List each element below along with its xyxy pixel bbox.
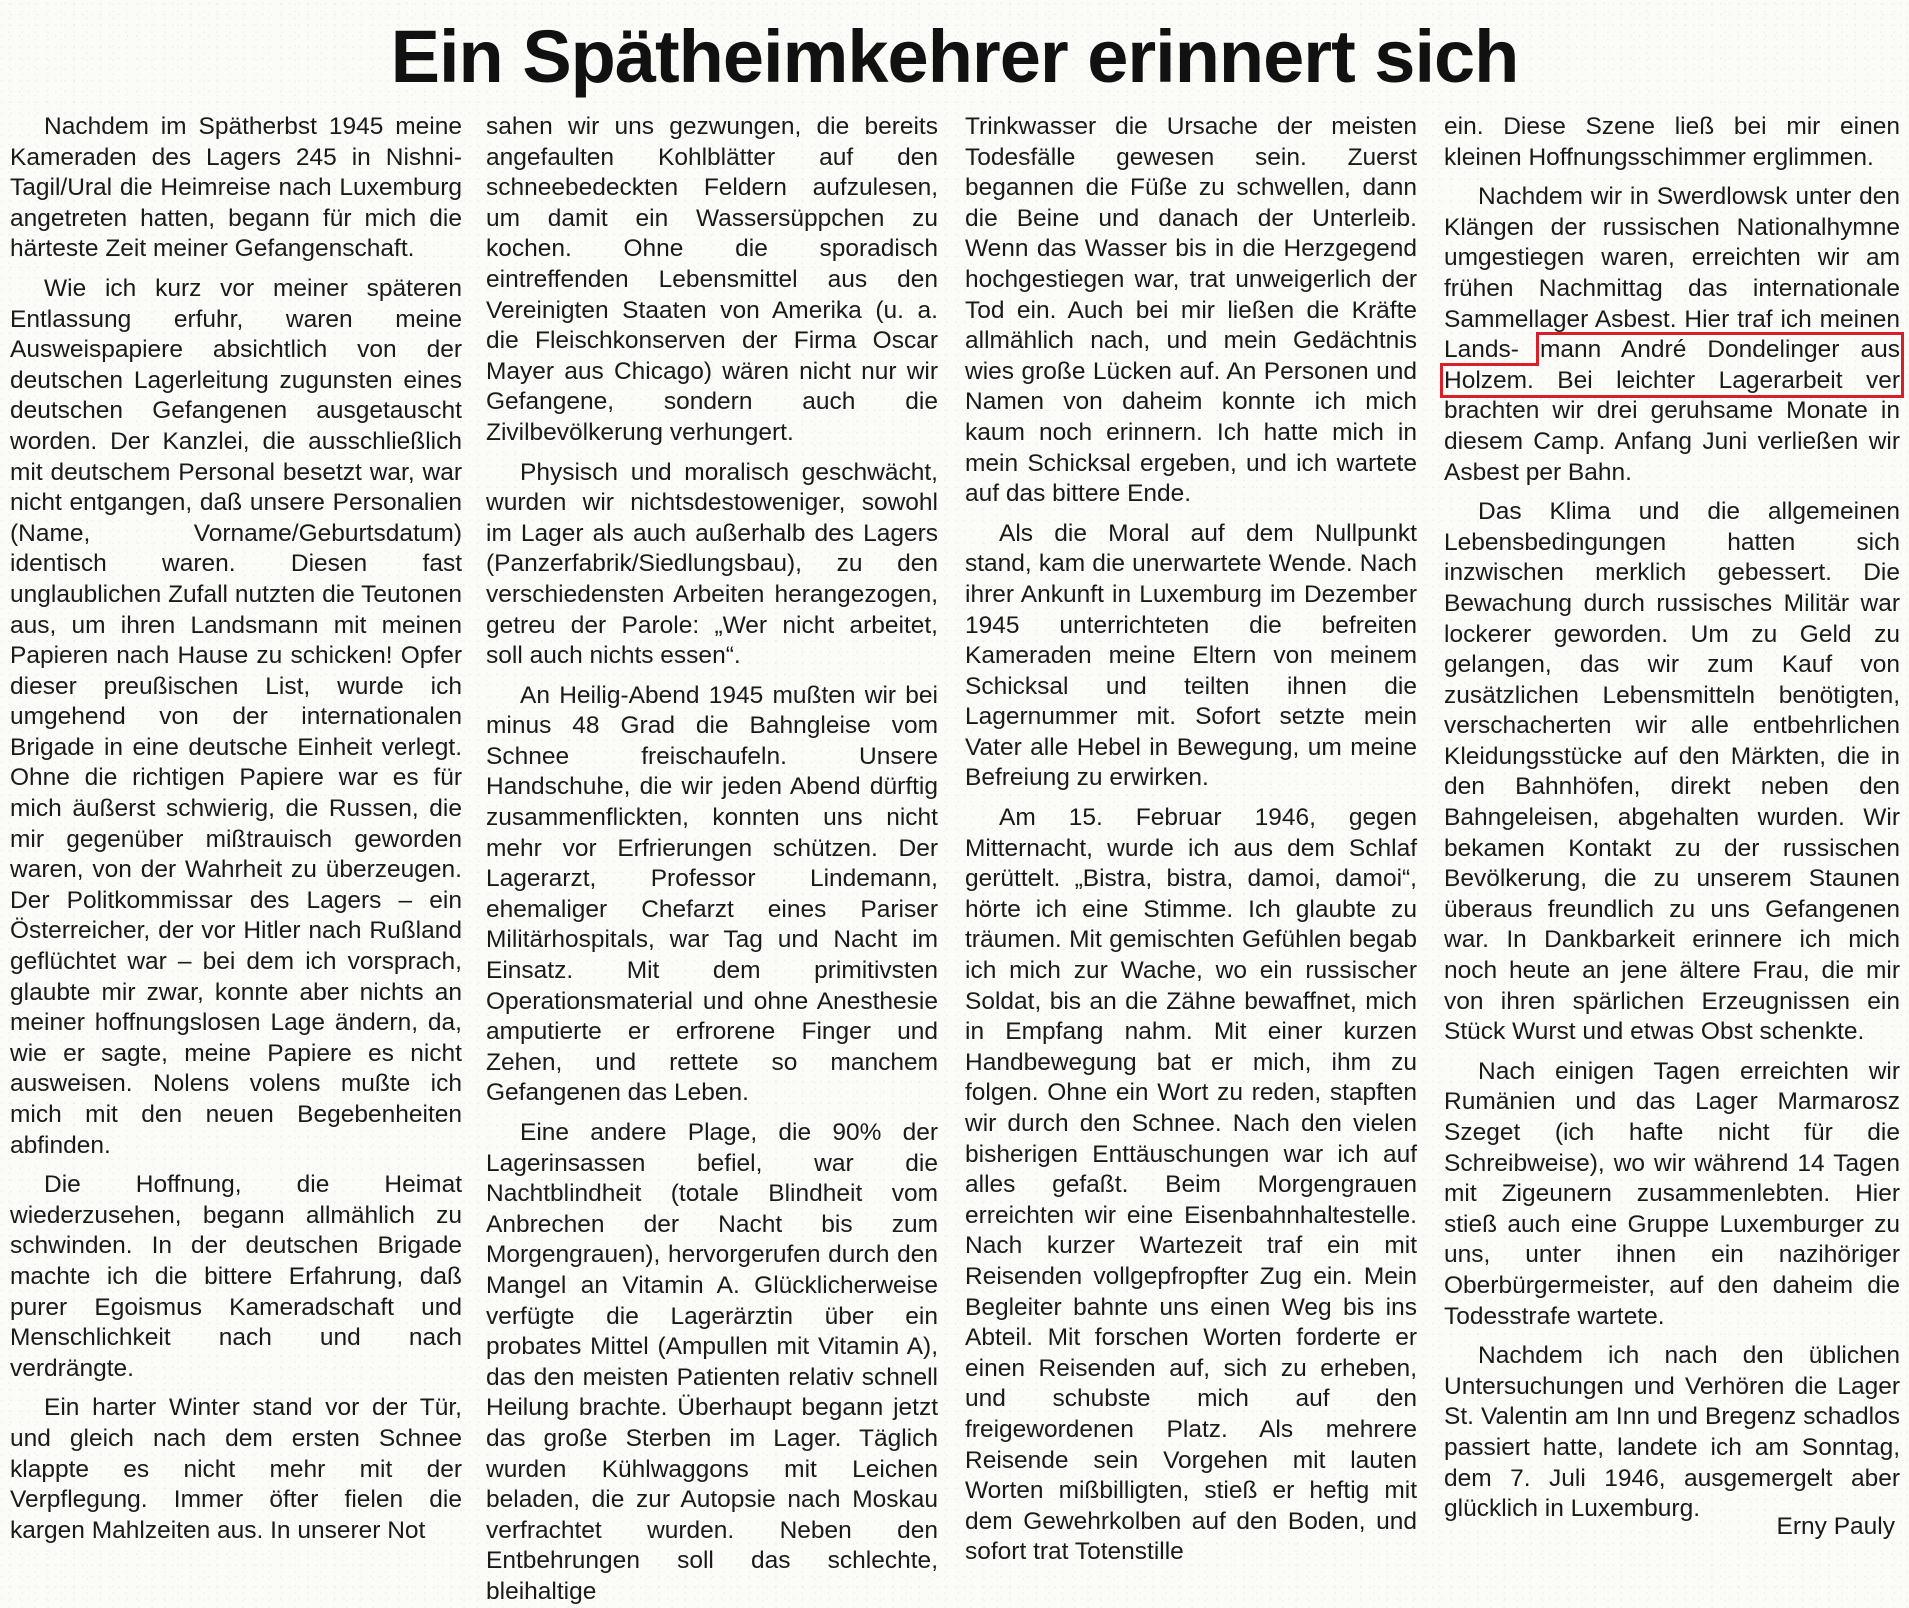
- paragraph: Die Hoffnung, die Heimat wiederzusehen, begann allmählich zu schwinden. In der deutschen Brigade machte ich die bittere Erfahrung, daß purer Egoismus Kameradschaft und Menschlichkeit nach und nach verdrängte.: [10, 1171, 462, 1382]
- paragraph: Nachdem im Spätherbst 1945 meine Kameraden des Lagers 245 in Nishni-Tagil/Ural die Heimreise nach Luxemburg angetreten hatten, begann für mich die härteste Zeit meiner Gefangenschaft.: [10, 113, 462, 263]
- paragraph: [1444, 182, 1900, 488]
- paragraph: Als die Moral auf dem Nullpunkt stand, kam die unerwartete Wende. Nach ihrer Ankunft in Luxemburg im Dezember 1945 unterrichteten die befreiten Kameraden meine Eltern von meinem Schicksal und teilten ihnen die Lagernummer mit. Sofort setzte mein Vater alle Hebel in Bewegung, um meine Befreiung zu erwirken.: [965, 519, 1417, 792]
- highlighted-text: mann André Dondelinger aus Holzem. Bei leichter Lagerarbeit ver: [1444, 336, 1900, 394]
- paragraph-text: brachten wir drei geruhsame Monate in diesem Camp. Anfang Juni verließen wir Asbest per Bahn.: [1444, 397, 1900, 486]
- paragraph: ein. Diese Szene ließ bei mir einen kleinen Hoffnungsschimmer erglimmen.: [1444, 113, 1900, 171]
- text-column-3: [965, 112, 1417, 1566]
- paragraph: An Heilig-Abend 1945 mußten wir bei minus 48 Grad die Bahngleise vom Schnee freischaufeln. Unsere Handschuhe, die wir jeden Abend dürftig zusammenflickten, konnten uns nicht mehr vor Erfrierungen schützen. Der Lagerarzt, Professor Lindemann, ehemaliger Chefarzt eines Pariser Militärhospitals, war Tag und Nacht im Einsatz. Mit dem primitivsten Operationsmaterial und ohne Anesthesie amputierte er erfrorene Finger und Zehen, und rettete so manchem Gefangenen das Leben.: [486, 681, 938, 1107]
- paragraph: Trinkwasser die Ursache der meisten Todesfälle gewesen sein. Zuerst begannen die Füße zu schwellen, dann die Beine und danach der Unterleib. Wenn das Wasser bis in die Herzgegend hochgestiegen war, trat unweigerlich der Tod ein. Auch bei mir ließen die Kräfte allmählich nach, und mein Gedächtnis wies große Lücken auf. An Personen und Namen von daheim konnte ich mich kaum noch erinnern. Ich hatte mich in mein Schicksal ergeben, und ich wartete auf das bittere Ende.: [965, 113, 1417, 508]
- paragraph: Nach einigen Tagen erreichten wir Rumänien und das Lager Marmarosz Szeget (ich hafte nicht für die Schreibweise), wo wir während 14 Tagen mit Zigeunern zusammenlebten. Hier stieß auch eine Gruppe Luxemburger zu uns, unter ihnen ein nazihöriger Oberbürgermeister, auf den daheim die Todesstrafe wartete.: [1444, 1057, 1900, 1330]
- paragraph: Am 15. Februar 1946, gegen Mitternacht, wurde ich aus dem Schlaf gerüttelt. „Bistra, bistra, damoi, damoi“, hörte ich eine Stimme. Ich glaubte zu träumen. Mit gemischten Gefühlen begab ich mich zur Wache, wo ein russischer Soldat, bis an die Zähne bewaffnet, mich in Empfang nahm. Mit einer kurzen Handbewegung bat er mich, ihm zu folgen. Ohne ein Wort zu reden, stapften wir durch den Schnee. Nach den vielen bisherigen Enttäuschungen war ich auf alles gefaßt. Beim Morgengrauen erreichten wir eine Eisenbahnhaltestelle. Nach kurzer Wartezeit traf ein mit Reisenden vollgepfropfter Zug ein. Mein Begleiter bahnte uns einen Weg bis ins Abteil. Mit forschen Worten forderte er einen Reisenden auf, sich zu erheben, und schubste mich auf den freigewordenen Platz. Als mehrere Reisende sein Vorgehen mit lauten Worten mißbilligten, stieß er heftig mit dem Gewehrkolben auf den Boden, und sofort trat Totenstille: [965, 804, 1417, 1566]
- paragraph: Nachdem ich nach den üblichen Untersuchungen und Verhören die Lager St. Valentin am Inn und Bregenz schadlos passiert hatte, landete ich am Sonntag, dem 7. Juli 1946, ausgemergelt aber glücklich in Luxemburg.: [1444, 1342, 1900, 1523]
- text-column-2: [486, 112, 938, 1605]
- paragraph: Eine andere Plage, die 90% der Lagerinsassen befiel, war die Nachtblindheit (totale Blindheit vom Anbrechen der Nacht bis zum Morgengrauen), hervorgerufen durch den Mangel an Vitamin A. Glücklicherweise verfügte die Lagerärztin über ein probates Mittel (Ampullen mit Vitamin A), das den meisten Patienten relativ schnell Heilung brachte. Überhaupt begann jetzt das große Sterben im Lager. Täglich wurden Kühlwaggons mit Leichen beladen, die zur Autopsie nach Moskau verfrachtet wurden. Neben den Entbehrungen soll das schlechte, bleihaltige: [486, 1119, 938, 1605]
- paragraph: Das Klima und die allgemeinen Lebensbedingungen hatten sich inzwischen merklich gebessert. Die Bewachung durch russisches Militär war lockerer geworden. Um zu Geld zu gelangen, das wir zum Kauf von zusätzlichen Lebensmitteln benötigten, verschacherten wir alle entbehrlichen Kleidungsstücke auf den Märkten, die in den Bahnhöfen, direkt neben den Bahngeleisen, abgehalten wurden. Wir bekamen Kontakt zu der russischen Bevölkerung, die zu unserem Staunen überaus freundlich zu uns Gefangenen war. In Dankbarkeit erinnere ich mich noch heute an jene ältere Frau, die mir von ihren spärlichen Erzeugnissen ein Stück Wurst und etwas Obst schenkte.: [1444, 498, 1900, 1046]
- article-title: Ein Spätheimkehrer erinnert sich: [390, 15, 1519, 98]
- paragraph: Wie ich kurz vor meiner späteren Entlassung erfuhr, waren meine Ausweispapiere absichtlich von der deutschen Lagerleitung zugunsten eines deutschen Gefangenen ausgetauscht worden. Der Kanzlei, die ausschließlich mit deutschem Personal besetzt war, war nicht entgangen, daß unsere Personalien (Name, Vorname/Geburtsdatum) identisch waren. Diesen fast unglaublichen Zufall nutzten die Teutonen aus, um ihren Landsmann mit meinen Papieren nach Hause zu schicken! Opfer dieser preußischen List, wurde ich umgehend von der internationalen Brigade in eine deutsche Einheit verlegt. Ohne die richtigen Papiere war es für mich äußerst schwierig, die Russen, die mir gegenüber mißtrauisch geworden waren, von der Wahrheit zu überzeugen. Der Politkommissar des Lagers – ein Österreicher, der vor Hitler nach Rußland geflüchtet war – bei dem ich vorsprach, glaubte mir zwar, konnte aber nichts an meiner hoffnungslosen Lage ändern, da, wie er sagte, meine Papiere es nicht ausweisen. Nolens volens mußte ich mich mit den neuen Begebenheiten abfinden.: [10, 274, 462, 1159]
- text-column-4: [1444, 112, 1900, 1552]
- author-signature: Erny Pauly: [1776, 1513, 1895, 1540]
- paragraph: Ein harter Winter stand vor der Tür, und gleich nach dem ersten Schnee klappte es nicht mehr mit der Verpflegung. Immer öfter fielen die kargen Mahlzeiten aus. In unserer Not: [10, 1394, 462, 1544]
- text-column-1: [10, 112, 462, 1552]
- paragraph: sahen wir uns gezwungen, die bereits angefaulten Kohlblätter auf den schneebedeckten Feldern aufzulesen, um damit ein Wassersüppchen zu kochen. Ohne die sporadisch eintreffenden Lebensmittel aus den Vereinigten Staaten von Amerika (u. a. die Fleischkonserven der Firma Oscar Mayer aus Chicago) wären nicht nur wir Gefangene, sondern auch die Zivilbevölkerung verhungert.: [486, 113, 938, 446]
- paragraph-text: Nachdem wir in Swerdlowsk unter den Klängen der russischen Nationalhymne umgestiegen waren, erreichten wir am frühen Nachmittag das internationale Sammellager Asbest. Hier traf ich meinen Lands-: [1444, 183, 1900, 364]
- paragraph: Physisch und moralisch geschwächt, wurden wir nichtsdestoweniger, sowohl im Lager als auch außerhalb des Lagers (Panzerfabrik/Siedlungsbau), zu den verschiedensten Arbeiten herangezogen, getreu der Parole: „Wer nicht arbeitet, soll auch nichts essen“.: [486, 458, 938, 670]
